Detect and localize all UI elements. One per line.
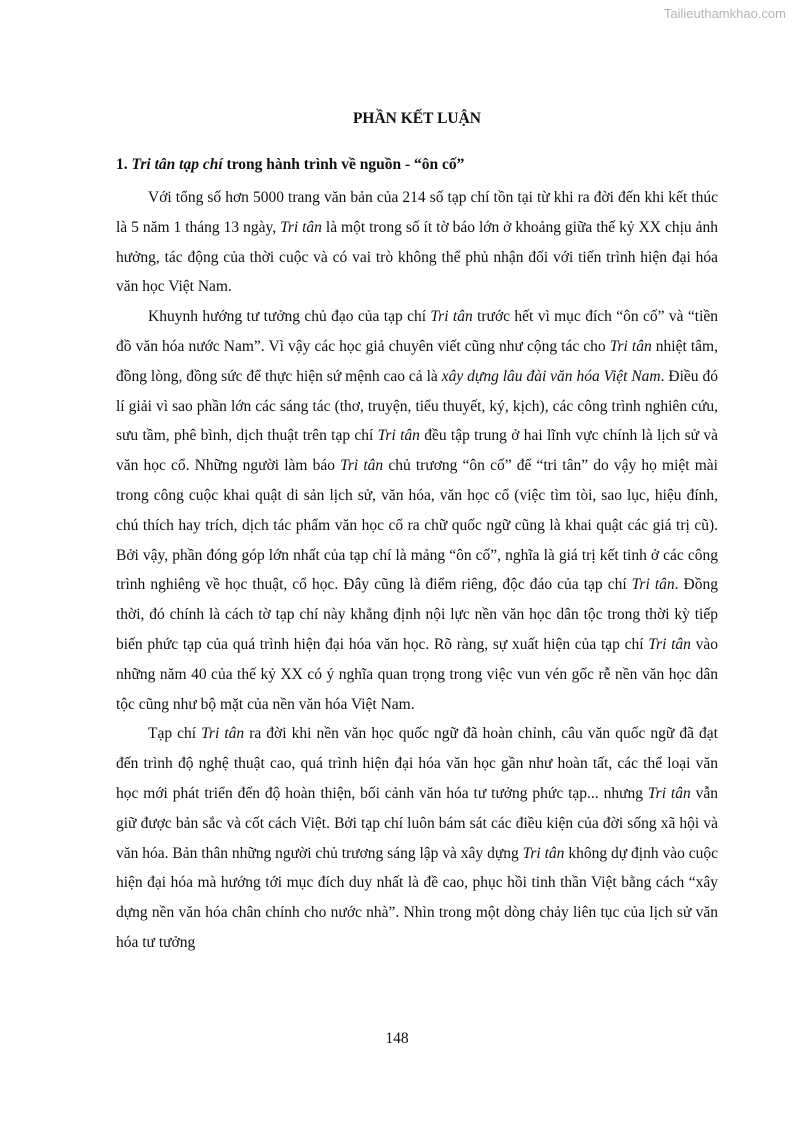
- paragraph-3: [116, 719, 718, 957]
- text-run: . Điều đó lí giải vì sao phần lớn các sáng tác (thơ, truyện, tiểu thuyết, ký, kịch), các công trình nghiên cứu, sưu tầm, phê bình, dịch thuật trên tạp chí: [116, 367, 718, 445]
- text-run: Tạp chí: [148, 725, 202, 743]
- italic-text: Tri tân: [522, 844, 565, 862]
- section-number: 1.: [116, 156, 128, 173]
- text-run: ra đời khi nền văn học quốc ngữ đã hoàn chỉnh, câu văn quốc ngữ đã đạt đến trình độ nghệ thuật cao, quá trình hiện đại hóa văn học gần như hoàn tất, các thể loại văn học mới phát triển đến độ hoàn thiện, bối cảnh văn hóa tư tưởng phức tạp... nhưng: [116, 725, 718, 802]
- italic-text: Tri tân: [377, 427, 420, 445]
- text-run: . Đồng thời, đó chính là cách tờ tạp chí này khẳng định nội lực nền văn học dân tộc trong thời kỳ tiếp biến phức tạp của quá trình hiện đại hóa văn học. Rõ ràng, sự xuất hiện của tạp chí: [116, 576, 718, 653]
- text-run: chủ trương “ôn cố” để “tri tân” do vậy họ miệt mài trong công cuộc khai quật di sản lịch sử, văn hóa, văn học cổ (việc tìm tòi, sao lục, hiệu đính, chú thích hay trích, dịch tác phẩm văn học cổ ra chữ quốc ngữ cũng là khai quật các giá trị cũ). Bởi vậy, phần đóng góp lớn nhất của tạp chí là mảng “ôn cố”, nghĩa là giá trị kết tinh ở các công trình nghiêng về học thuật, cổ học. Đây cũng là điểm riêng, độc đáo của tạp chí: [116, 457, 718, 594]
- italic-text: Tri tân: [609, 337, 652, 355]
- page-content: [116, 110, 718, 958]
- text-run: không dự định vào cuộc hiện đại hóa mà hướng tới mục đích duy nhất là đề cao, phục hồi tinh thần Việt bằng cách “xây dựng nền văn hóa chân chính cho nước nhà”. Nhìn trong một dòng chảy liên tục của lịch sử văn hóa tư tưởng: [116, 844, 718, 951]
- italic-text: Tri tân: [340, 457, 384, 475]
- text-run: nhiệt tâm, đồng lòng, đồng sức để thực hiện sứ mệnh cao cả là: [116, 337, 718, 385]
- text-run: vào những năm 40 của thế kỷ XX có ý nghĩa quan trọng trong việc vun vén gốc rễ nền văn học dân tộc cũng như bộ mặt của nền văn hóa Việt Nam.: [116, 635, 718, 713]
- text-run: Khuynh hướng tư tưởng chủ đạo của tạp chí: [148, 308, 431, 326]
- watermark: Tailieuthamkhao.com: [663, 6, 786, 21]
- italic-text: Tri tân: [201, 725, 245, 743]
- italic-text: Tri tân: [631, 576, 675, 594]
- paragraph-2: [116, 302, 718, 719]
- body-text: [116, 183, 718, 958]
- italic-text: Tri tân: [648, 635, 691, 653]
- italic-text: Tri tân: [647, 784, 691, 802]
- section-heading-rest: trong hành trình về nguồn - “ôn cố”: [226, 156, 465, 173]
- text-run: Với tổng số hơn 5000 trang văn bản của 214 số tạp chí tồn tại từ khi ra đời đến khi kết thúc là 5 năm 1 tháng 13 ngày,: [116, 189, 718, 236]
- page-title: PHẦN KẾT LUẬN: [352, 110, 482, 127]
- section-heading: [116, 150, 718, 179]
- text-run: đều tập trung ở hai lĩnh vực chính là lịch sử và văn học cổ. Những người làm báo: [116, 427, 718, 475]
- text-run: là một trong số ít tờ báo lớn ở khoảng giữa thế kỷ XX chịu ảnh hưởng, tác động của thời cuộc và có vai trò không thể phủ nhận đối với tiến trình hiện đại hóa văn học Việt Nam.: [116, 218, 718, 296]
- page-number: 148: [385, 1030, 409, 1047]
- paragraph-1: [116, 183, 718, 302]
- italic-text: xây dựng lâu đài văn hóa Việt Nam: [441, 367, 661, 385]
- italic-text: Tri tân: [280, 218, 322, 236]
- italic-text: Tri tân: [430, 308, 473, 326]
- text-run: vẫn giữ được bản sắc và cốt cách Việt. Bởi tạp chí luôn bám sát các điều kiện của đời sống xã hội và văn hóa. Bản thân những người chủ trương sáng lập và xây dựng: [116, 784, 718, 862]
- text-run: trước hết vì mục đích “ôn cố” và “tiền đồ văn hóa nước Nam”. Vì vậy các học giả chuyên viết cũng như cộng tác cho: [116, 308, 719, 355]
- section-heading-italic: Tri tân tạp chí: [131, 156, 223, 173]
